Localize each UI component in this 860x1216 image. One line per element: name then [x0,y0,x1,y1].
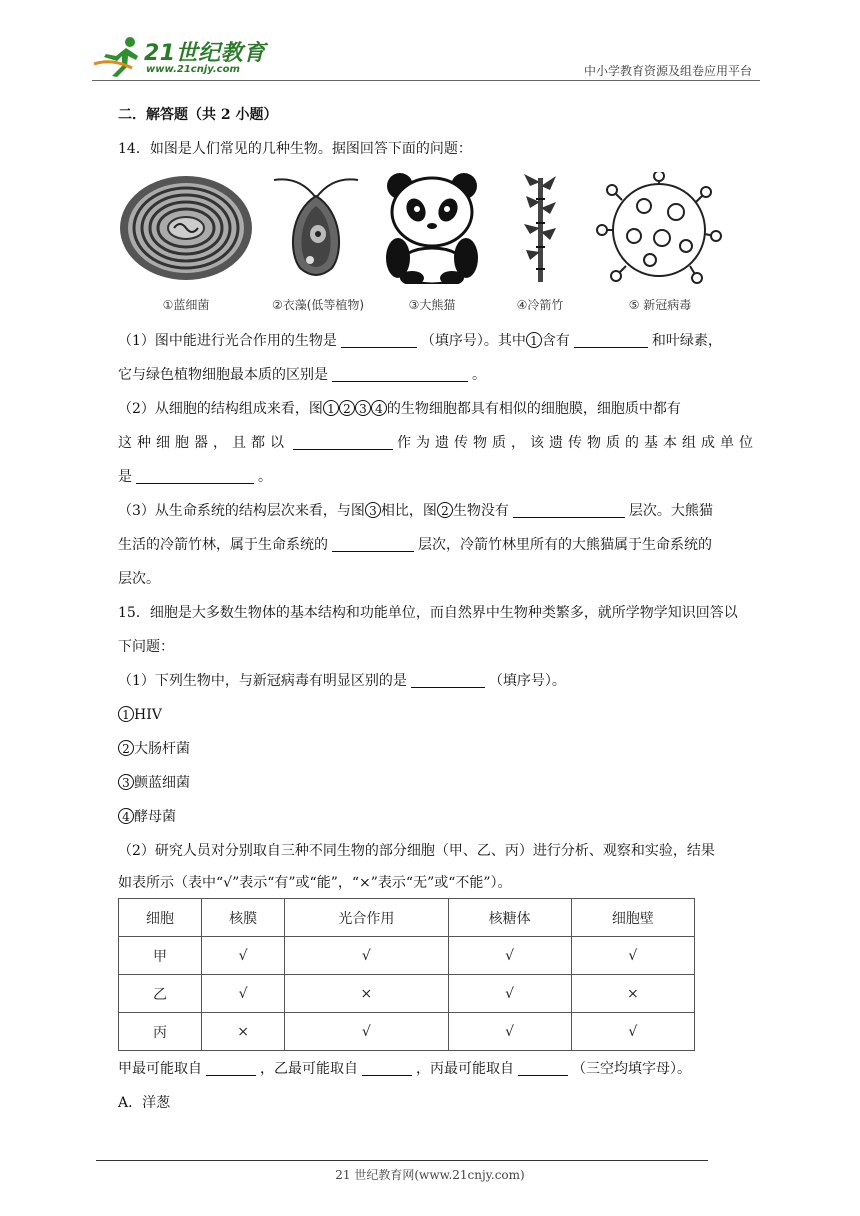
table-cell: × [202,1013,285,1051]
q14-p2f: 。 [258,469,272,485]
q15-option-3 [118,774,190,792]
table-cell: × [285,975,448,1013]
answer-blank[interactable] [411,673,485,688]
answer-blank[interactable] [293,435,393,450]
answer-blank[interactable] [574,333,648,348]
q15-fill-d: （三空均填字母）。 [572,1061,691,1077]
caption-chlamydomonas: ②衣藻(低等植物) [271,298,365,312]
table-cell: √ [571,1013,694,1051]
answer-blank[interactable] [332,367,468,382]
answer-blank[interactable] [341,333,417,348]
q15-choice-a: A．洋葱 [118,1095,171,1111]
q14-part2-line2 [118,434,758,452]
table-cell: √ [202,937,285,975]
table-cell: √ [448,937,571,975]
q15-p1b: （填序号）。 [488,673,566,689]
q14-p1a: （1）图中能进行光合作用的生物是 [118,333,337,349]
table-header-cell: 光合作用 [285,899,448,937]
q14-part3-line2 [118,536,712,554]
circled-number: 1 [118,706,134,722]
q14-p2c: 这种细胞器，且都以 [118,435,289,451]
q15-stem-line1: 15．细胞是大多数生物体的基本结构和功能单位，而自然界中生物种类繁多，就所学物学知识回答以 [118,605,738,621]
option-text: 颤蓝细菌 [134,775,190,791]
table-cell: 甲 [119,937,202,975]
panda-image [384,172,480,288]
q14-part1-line2 [118,366,486,384]
q14-p3d: 层次。大熊猫 [628,503,713,519]
runner-logo-icon [92,34,148,78]
q14-part3-line3: 层次。 [118,571,160,587]
section-title: 二．解答题（共 2 小题） [118,107,278,123]
q14-p3c: 生物没有 [452,503,509,519]
table-cell: √ [285,1013,448,1051]
logo-url: www.21cnjy.com [146,64,240,75]
q14-p1c: 含有 [541,333,570,349]
q14-stem: 14．如图是人们常见的几种生物。据图回答下面的问题： [118,141,472,157]
footer-text: 21 世纪教育网(www.21cnjy.com) [335,1168,525,1182]
platform-name: 中小学教育资源及组卷应用平台 [583,64,752,78]
q14-p2e: 是 [118,469,132,485]
q14-p3a: （3）从生命系统的结构层次来看，与图 [118,503,365,519]
q14-p1e: 它与绿色植物细胞最本质的区别是 [118,367,328,383]
table-row [119,1013,695,1051]
answer-blank[interactable] [332,537,414,552]
q15-fill-c: ，丙最可能取自 [416,1061,514,1077]
table-cell: √ [448,975,571,1013]
option-text: 大肠杆菌 [134,741,190,757]
q14-part2-line3 [118,468,272,486]
circled-number: 2 [437,502,453,518]
answer-blank[interactable] [136,469,254,484]
q14-p2a: （2）从细胞的结构组成来看，图 [118,401,323,417]
table-cell: 乙 [119,975,202,1013]
circled-number: 1 [526,332,542,348]
table-cell: √ [448,1013,571,1051]
caption-coronavirus: ⑤ 新冠病毒 [628,298,692,312]
q14-part1-line1 [118,332,722,350]
q15-stem-line2: 下问题： [118,639,174,655]
q15-option-4 [118,808,176,826]
table-cell: √ [285,937,448,975]
logo-text: 21世纪教育 [144,41,266,66]
table-cell: × [571,975,694,1013]
q15-fill-a: 甲最可能取自 [118,1061,202,1077]
q15-part2-line2: 如表所示（表中“√”表示“有”或“能”，“×”表示“无”或“不能”）。 [118,875,512,891]
q15-fill-line [118,1060,691,1078]
q15-p1a: （1）下列生物中，与新冠病毒有明显区别的是 [118,673,407,689]
coronavirus-image [596,172,722,288]
header-divider [92,80,760,81]
circled-number: 1 [323,400,339,416]
table-header-cell: 细胞壁 [571,899,694,937]
option-text: 酵母菌 [134,809,176,825]
circled-number: 4 [371,400,387,416]
q14-p2b: 的生物细胞都具有相似的细胞膜，细胞质中都有 [386,401,681,417]
circled-number: 3 [118,774,134,790]
table-cell: √ [571,937,694,975]
circled-number: 2 [339,400,355,416]
table-header-cell: 核糖体 [448,899,571,937]
q14-part3-line1 [118,502,713,520]
q14-p3f: 层次，冷箭竹林里所有的大熊猫属于生命系统的 [418,537,712,553]
table-header-cell: 核膜 [202,899,285,937]
q14-p1d: 和叶绿素， [651,333,722,349]
table-header-cell: 细胞 [119,899,202,937]
circled-number: 4 [118,808,134,824]
chlamydomonas-image [270,172,362,288]
answer-blank[interactable] [206,1061,256,1076]
caption-panda: ③大熊猫 [408,298,456,312]
q14-p3b: 相比，图 [380,503,437,519]
circled-number: 2 [118,740,134,756]
answer-blank[interactable] [362,1061,412,1076]
footer-divider [96,1160,708,1161]
table-cell: √ [202,975,285,1013]
q14-p1f: 。 [472,367,486,383]
circled-number: 3 [355,400,371,416]
answer-blank[interactable] [513,503,625,518]
table-row [119,975,695,1013]
q14-p1b: （填序号）。其中 [420,333,526,349]
caption-cyanobacteria: ①蓝细菌 [162,298,210,312]
caption-bamboo: ④冷箭竹 [516,298,564,312]
q14-p3e: 生活的冷箭竹林，属于生命系统的 [118,537,328,553]
q15-option-2 [118,740,190,758]
q14-p2d: 作为遗传物质，该遗传物质的基本组成单位 [397,435,758,451]
bamboo-image [520,172,560,288]
table-cell: 丙 [119,1013,202,1051]
q15-part2-line1: （2）研究人员对分别取自三种不同生物的部分细胞（甲、乙、丙）进行分析、观察和实验，结果 [118,843,715,859]
q15-option-1 [118,706,162,724]
circled-number: 3 [365,502,381,518]
answer-blank[interactable] [518,1061,568,1076]
table-row [119,937,695,975]
table-header-row [119,899,695,937]
cell-comparison-table [118,898,695,1051]
q14-part2-line1 [118,400,681,418]
q15-fill-b: ，乙最可能取自 [260,1061,358,1077]
option-text: HIV [134,707,162,723]
q15-part1 [118,672,566,690]
cyanobacteria-image [118,172,254,288]
